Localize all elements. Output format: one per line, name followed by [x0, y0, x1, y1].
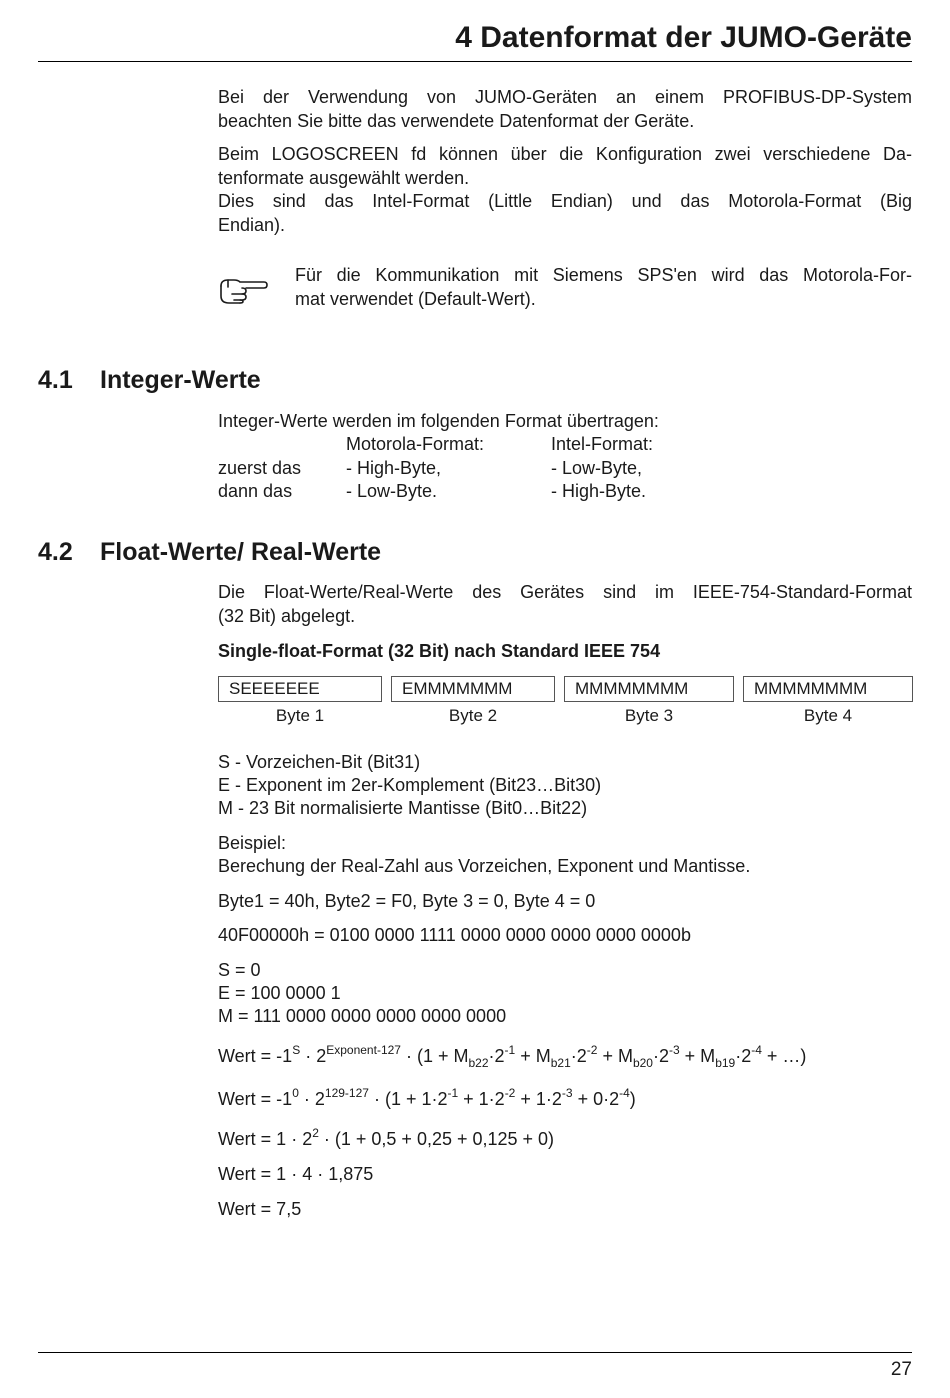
intro-paragraph-2	[218, 143, 912, 237]
formula-text: + M	[515, 1046, 551, 1066]
chapter-title: 4 Datenformat der JUMO-Geräte	[455, 21, 912, 54]
text-line: Die Float-Werte/Real-Werte des Gerätes sind im IEEE-754-Standard-Format	[218, 582, 912, 602]
row-label: zuerst das	[218, 458, 302, 478]
byte-label: Byte 3	[624, 706, 674, 725]
byte-label: Byte 1	[275, 706, 325, 725]
header-rule	[38, 61, 912, 62]
formula-exponent: 2	[312, 1126, 319, 1140]
formula-exponent: 0	[292, 1086, 299, 1100]
byte-box: SEEEEEEE	[218, 676, 382, 702]
row-motorola: - Low-Byte.	[346, 481, 438, 501]
text-line: Dies sind das Intel-Format (Little Endian) und das Motorola-Format (Big	[218, 191, 912, 211]
formula-subscript: b19	[715, 1056, 736, 1070]
formula-text: ·2	[652, 1046, 669, 1066]
legend-mantissa: M - 23 Bit normalisierte Mantisse (Bit0…Bit22)	[218, 798, 588, 818]
text-line: Beim LOGOSCREEN fd können über die Konfiguration zwei verschiedene Da-	[218, 144, 912, 164]
section-heading-4-1	[38, 365, 261, 395]
byte-box: MMMMMMMM	[564, 676, 734, 702]
row-label: dann das	[218, 481, 293, 501]
mantissa-value-line: M = 111 0000 0000 0000 0000 0000	[218, 1006, 507, 1026]
row-intel: - Low-Byte,	[551, 458, 643, 478]
legend-exponent: E - Exponent im 2er-Komplement (Bit23…Bit30)	[218, 775, 602, 795]
footer-rule	[38, 1352, 912, 1353]
example-description: Berechung der Real-Zahl aus Vorzeichen, Exponent und Mantisse.	[218, 856, 751, 876]
sign-value-line: S = 0	[218, 960, 261, 980]
section-title: Float-Werte/ Real-Werte	[100, 538, 382, 566]
formula-text: · (1 + M	[400, 1046, 469, 1066]
formula-exponent: -2	[586, 1043, 598, 1057]
exponent-value-line: E = 100 0000 1	[218, 983, 341, 1003]
text-line: tenformate ausgewählt werden.	[218, 167, 470, 188]
formula-text: ·2	[570, 1046, 587, 1066]
row-intel: - High-Byte.	[551, 481, 647, 501]
format-heading: Single-float-Format (32 Bit) nach Standard IEEE 754	[218, 641, 661, 661]
section-number: 4.1	[38, 366, 73, 394]
formula-exponent: S	[292, 1043, 301, 1057]
legend-sign: S - Vorzeichen-Bit (Bit31)	[218, 752, 421, 772]
formula-exponent: Exponent-127	[326, 1043, 401, 1057]
byte-label: Byte 2	[448, 706, 498, 725]
formula-text: + M	[597, 1046, 633, 1066]
integer-intro: Integer-Werte werden im folgenden Format übertragen:	[218, 411, 659, 431]
formula-text: )	[629, 1089, 636, 1109]
formula-simplified	[218, 1128, 554, 1152]
text-line: Für die Kommunikation mit Siemens SPS'en wird das Motorola-For-	[295, 265, 912, 285]
formula-text: + 1·2	[458, 1089, 505, 1109]
formula-exponent: -3	[669, 1043, 680, 1057]
formula-exponent: -4	[751, 1043, 762, 1057]
formula-text: + M	[679, 1046, 716, 1066]
formula-substituted	[218, 1088, 636, 1112]
formula-text: · (1 + 1·2	[368, 1089, 448, 1109]
text-line: mat verwendet (Default-Wert).	[295, 288, 536, 309]
formula-text: · (1 + 0,5 + 0,25 + 0,125 + 0)	[318, 1129, 555, 1149]
formula-text: + 1·2	[515, 1089, 562, 1109]
float-paragraph	[218, 581, 912, 628]
example-label: Beispiel:	[218, 833, 287, 853]
text-line: Endian).	[218, 214, 286, 235]
formula-text: · 2	[298, 1089, 325, 1109]
formula-result: Wert = 7,5	[218, 1199, 302, 1219]
formula-exponent: -4	[619, 1086, 630, 1100]
formula-product: Wert = 1 · 4 · 1,875	[218, 1164, 374, 1184]
formula-text: Wert = 1 · 2	[218, 1129, 313, 1149]
text-line: (32 Bit) abgelegt.	[218, 605, 356, 626]
byte-box: MMMMMMMM	[743, 676, 913, 702]
section-title: Integer-Werte	[100, 366, 261, 394]
row-motorola: - High-Byte,	[346, 458, 442, 478]
bytes-line: Byte1 = 40h, Byte2 = F0, Byte 3 = 0, Byte 4 = 0	[218, 891, 596, 911]
formula-text: Wert = -1	[218, 1046, 293, 1066]
note-paragraph	[295, 264, 912, 311]
formula-exponent: -2	[504, 1086, 516, 1100]
formula-subscript: b21	[550, 1056, 571, 1070]
formula-text: Wert = -1	[218, 1089, 293, 1109]
formula-subscript: b20	[632, 1056, 653, 1070]
formula-subscript: b22	[468, 1056, 489, 1070]
formula-text: + …)	[761, 1046, 807, 1066]
text-line: Bei der Verwendung von JUMO-Geräten an einem PROFIBUS-DP-System	[218, 87, 912, 107]
section-number: 4.2	[38, 538, 73, 566]
formula-general	[218, 1045, 806, 1069]
formula-exponent: 129-127	[324, 1086, 369, 1100]
byte-box: EMMMMMMM	[391, 676, 555, 702]
pointing-hand-icon	[218, 276, 268, 311]
byte-label: Byte 4	[803, 706, 853, 725]
formula-exponent: -1	[504, 1043, 516, 1057]
page-number: 27	[890, 1359, 912, 1380]
formula-exponent: -1	[447, 1086, 459, 1100]
col-header-intel: Intel-Format:	[551, 434, 654, 454]
formula-text: ·2	[735, 1046, 752, 1066]
text-line: beachten Sie bitte das verwendete Datenformat der Geräte.	[218, 110, 695, 131]
formula-text: · 2	[300, 1046, 327, 1066]
section-heading-4-2	[38, 537, 381, 567]
col-header-motorola: Motorola-Format:	[346, 434, 485, 454]
formula-exponent: -3	[561, 1086, 573, 1100]
hex-line: 40F00000h = 0100 0000 1111 0000 0000 0000 0000 0000b	[218, 925, 691, 945]
formula-text: ·2	[488, 1046, 505, 1066]
intro-paragraph-1	[218, 86, 912, 133]
formula-text: + 0·2	[572, 1089, 620, 1109]
